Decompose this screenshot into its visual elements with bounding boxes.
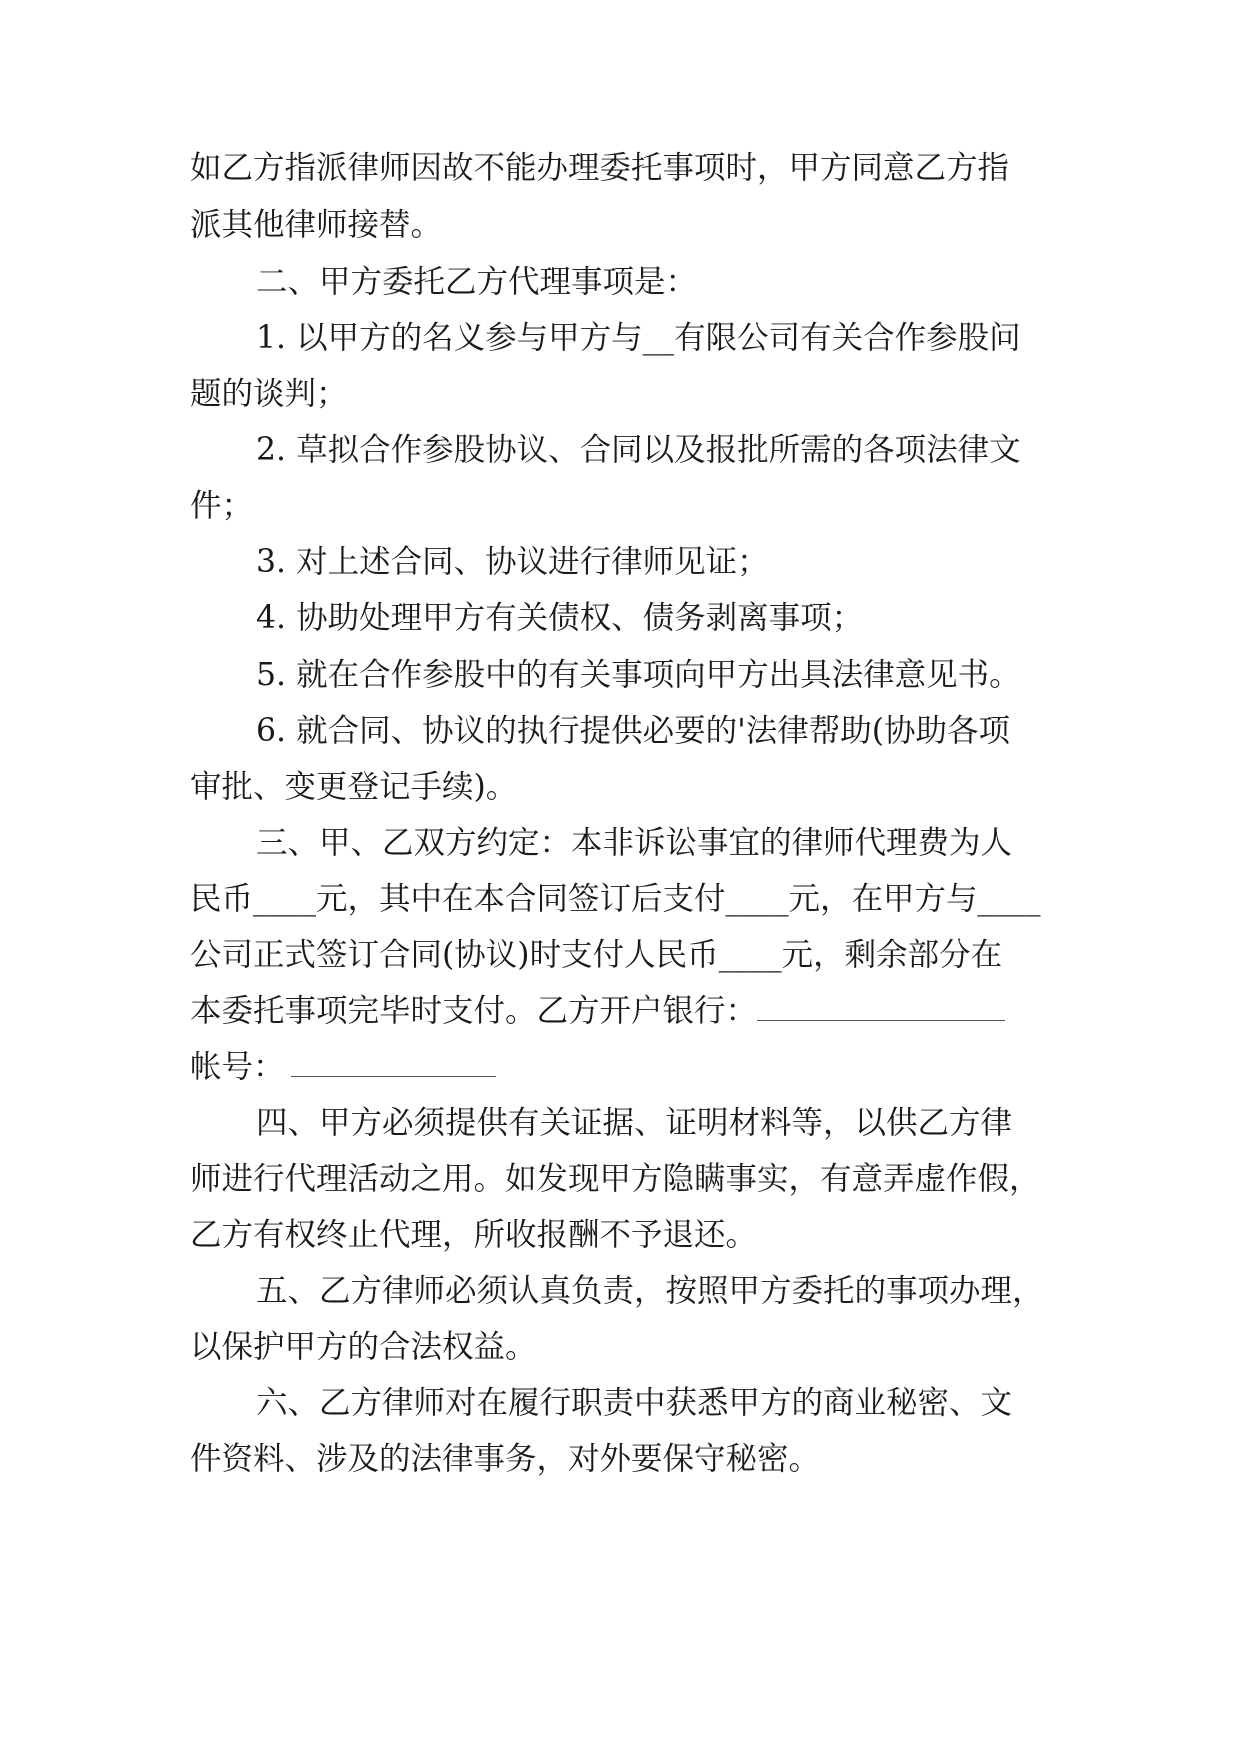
list-item-2: 2. 草拟合作参股协议、合同以及报批所需的各项法律文 — [256, 432, 1021, 468]
bank-label: 本委托事项完毕时支付。乙方开户银行： — [190, 993, 758, 1029]
list-item-4: 4. 协助处理甲方有关债权、债务剥离事项； — [256, 600, 864, 636]
paragraph-line: 如乙方指派律师因故不能办理委托事项时，甲方同意乙方指 — [190, 150, 1010, 186]
paragraph-line: 审批、变更登记手续)。 — [190, 769, 518, 805]
section-heading: 二、甲方委托乙方代理事项是： — [256, 264, 698, 300]
list-item-5: 5. 就在合作参股中的有关事项向甲方出具法律意见书。 — [256, 657, 1021, 693]
paragraph-line: 公司正式签订合同(协议)时支付人民币____元，剩余部分在 — [190, 937, 1003, 973]
account-line — [190, 1047, 496, 1087]
account-blank — [291, 1050, 496, 1077]
list-item-1: 1. 以甲方的名义参与甲方与__有限公司有关合作参股问 — [256, 320, 1021, 356]
paragraph-line: 民币____元，其中在本合同签订后支付____元，在甲方与____ — [190, 881, 1041, 917]
list-item-3: 3. 对上述合同、协议进行律师见证； — [256, 544, 769, 580]
bank-blank — [757, 994, 1005, 1021]
paragraph-line: 件； — [190, 488, 254, 524]
account-label: 帐号： — [190, 1049, 285, 1085]
section-heading: 三、甲、乙双方约定：本非诉讼事宜的律师代理费为人 — [256, 825, 1013, 861]
paragraph-line: 件资料、涉及的法律事务，对外要保守秘密。 — [190, 1441, 821, 1477]
paragraph-line: 乙方有权终止代理，所收报酬不予退还。 — [190, 1217, 758, 1253]
section-heading: 五、乙方律师必须认真负责，按照甲方委托的事项办理， — [256, 1273, 1044, 1309]
paragraph-line: 以保护甲方的合法权益。 — [190, 1329, 537, 1365]
section-heading: 四、甲方必须提供有关证据、证明材料等，以供乙方律 — [256, 1105, 1013, 1141]
paragraph-line: 师进行代理活动之用。如发现甲方隐瞒事实，有意弄虚作假， — [190, 1161, 1041, 1197]
section-heading: 六、乙方律师对在履行职责中获悉甲方的商业秘密、文 — [256, 1385, 1013, 1421]
paragraph-line: 题的谈判； — [190, 376, 348, 412]
paragraph-line: 派其他律师接替。 — [190, 207, 443, 243]
list-item-6: 6. 就合同、协议的执行提供必要的'法律帮助(协助各项 — [256, 713, 1011, 749]
bank-line — [190, 991, 1005, 1031]
